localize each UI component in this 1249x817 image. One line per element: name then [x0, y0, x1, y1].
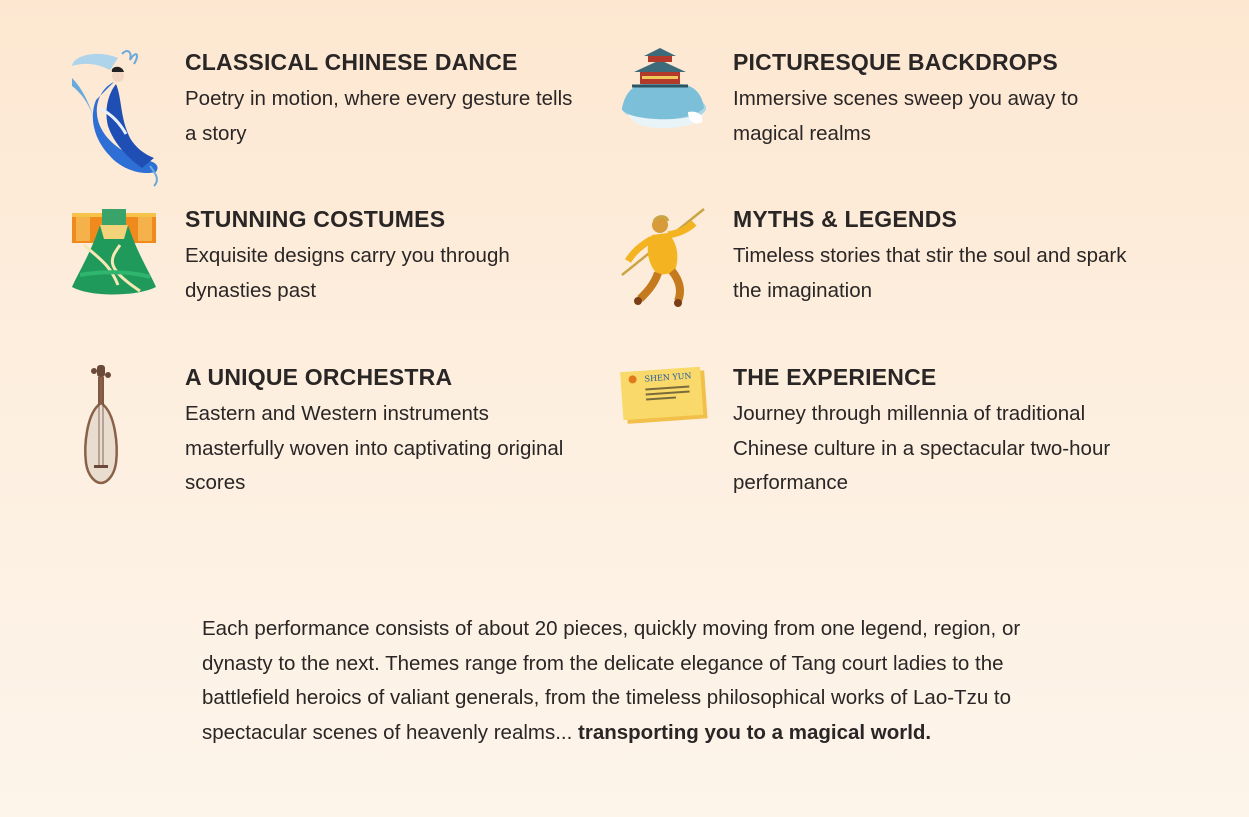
- dancer-icon: [70, 48, 170, 188]
- ticket-brand: SHEN YUN: [644, 371, 692, 384]
- feature-title: CLASSICAL CHINESE DANCE: [185, 49, 518, 75]
- feature-description: Poetry in motion, where every gesture tells a story: [185, 87, 573, 145]
- summary-paragraph: [202, 612, 1022, 750]
- feature-title: A UNIQUE ORCHESTRA: [185, 364, 453, 390]
- ticket-icon: [618, 363, 718, 503]
- summary-text: Each performance consists of about 20 pieces, quickly moving from one legend, region, or dynasty to the next. Themes range from the delicate elegance of Tang court ladies to the battlefield heroics of valiant generals, from the timeless philosophical works of Lao-Tzu to spectacular scenes of heavenly realms...: [202, 617, 1021, 744]
- feature-title: STUNNING COSTUMES: [185, 206, 446, 232]
- costume-icon: [70, 205, 170, 345]
- feature-title: MYTHS & LEGENDS: [733, 206, 958, 232]
- feature-description: Journey through millennia of traditional Chinese culture in a spectacular two-hour performance: [733, 402, 1111, 494]
- palace-icon: [618, 48, 718, 188]
- monkey-king-icon: [618, 205, 718, 345]
- pipa-icon: [70, 363, 170, 503]
- feature-description: Immersive scenes sweep you away to magical realms: [733, 87, 1079, 145]
- feature-description: Eastern and Western instruments masterfully woven into captivating original scores: [185, 402, 564, 494]
- feature-title: THE EXPERIENCE: [733, 364, 937, 390]
- summary-emphasis: transporting you to a magical world.: [578, 720, 932, 744]
- feature-description: Timeless stories that stir the soul and spark the imagination: [733, 244, 1127, 302]
- feature-title: PICTURESQUE BACKDROPS: [733, 49, 1058, 75]
- feature-description: Exquisite designs carry you through dynasties past: [185, 244, 510, 302]
